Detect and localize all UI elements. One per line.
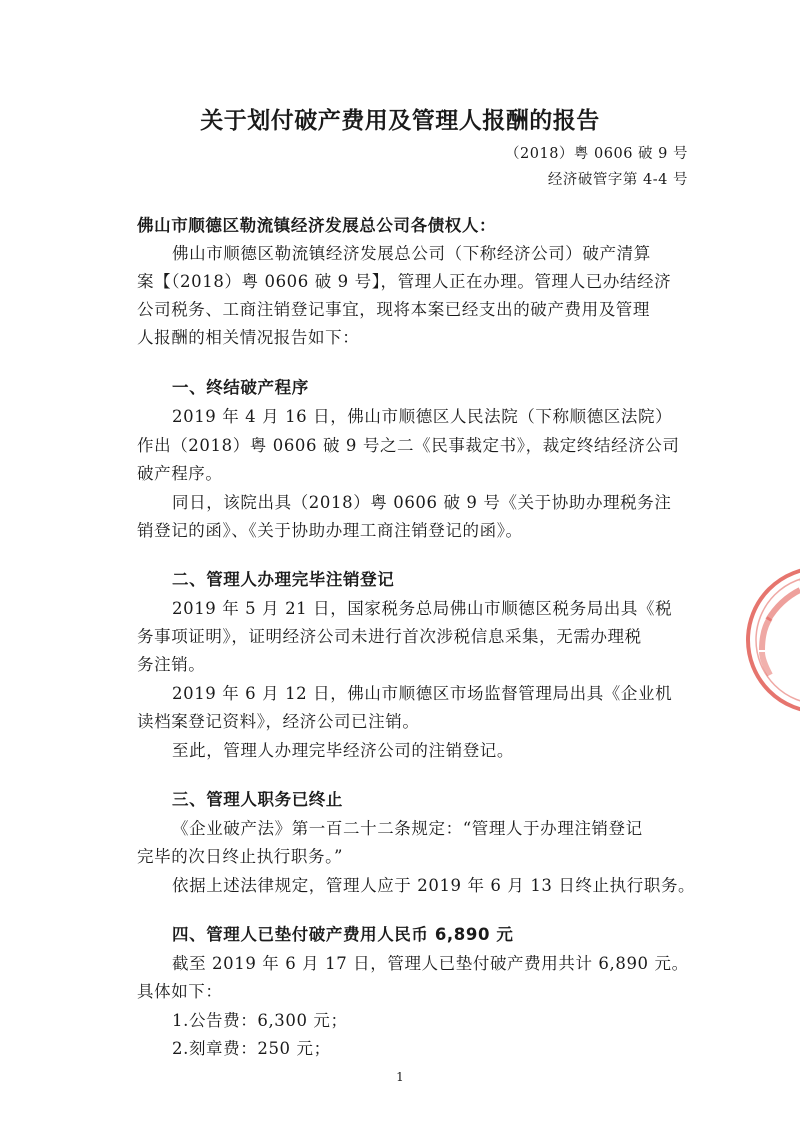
- document-number: 经济破管字第 4-4 号: [547, 172, 688, 188]
- paragraph-line: 2019 年 5 月 21 日，国家税务总局佛山市顺德区税务局出具《税: [172, 599, 673, 618]
- salutation: 佛山市顺德区勒流镇经济发展总公司各债权人：: [137, 216, 497, 235]
- paragraph-line: 同日，该院出具（2018）粤 0606 破 9 号《关于协助办理税务注: [172, 493, 672, 512]
- paragraph-line: 截至 2019 年 6 月 17 日，管理人已垫付破产费用共计 6,890 元。: [172, 954, 689, 973]
- list-item: 2.刻章费：250 元；: [172, 1039, 331, 1058]
- paragraph-line: 依据上述法律规定，管理人应于 2019 年 6 月 13 日终止执行职务。: [172, 876, 696, 895]
- paragraph-line: 破产程序。: [137, 464, 223, 483]
- paragraph-line: 具体如下：: [137, 982, 223, 1001]
- section-heading: 三、管理人职务已终止: [172, 790, 343, 809]
- intro-line: 佛山市顺德区勒流镇经济发展总公司（下称经济公司）破产清算: [172, 244, 651, 263]
- paragraph-line: 至此，管理人办理完毕经济公司的注销登记。: [172, 741, 514, 760]
- intro-line: 人报酬的相关情况报告如下：: [137, 328, 360, 347]
- paragraph-line: 销登记的函》、《关于协助办理工商注销登记的函》。: [137, 521, 523, 540]
- section-heading: 二、管理人办理完毕注销登记: [172, 570, 395, 589]
- list-item: 1.公告费：6,300 元；: [172, 1011, 348, 1030]
- report-title: 关于划付破产费用及管理人报酬的报告: [200, 108, 600, 134]
- case-number: （2018）粤 0606 破 9 号: [505, 146, 688, 162]
- paragraph-line: 《企业破产法》第一百二十二条规定：“管理人于办理注销登记: [172, 819, 643, 838]
- paragraph-line: 务事项证明》，证明经济公司未进行首次涉税信息采集，无需办理税: [137, 627, 642, 646]
- paragraph-line: 读档案登记资料》，经济公司已注销。: [137, 712, 420, 731]
- intro-line: 公司税务、工商注销登记事宜，现将本案已经支出的破产费用及管理: [137, 300, 650, 319]
- section-heading: 一、终结破产程序: [172, 378, 309, 397]
- section-heading: 四、管理人已垫付破产费用人民币 6,890 元: [172, 925, 514, 944]
- official-seal-icon: [740, 560, 800, 720]
- paragraph-line: 完毕的次日终止执行职务。”: [137, 847, 343, 866]
- intro-line: 案【（2018）粤 0606 破 9 号】，管理人正在办理。管理人已办结经济: [137, 272, 672, 291]
- paragraph-line: 2019 年 6 月 12 日，佛山市顺德区市场监督管理局出具《企业机: [172, 684, 673, 703]
- paragraph-line: 作出（2018）粤 0606 破 9 号之二《民事裁定书》，裁定终结经济公司: [137, 436, 680, 455]
- paragraph-line: 务注销。: [137, 655, 206, 674]
- paragraph-line: 2019 年 4 月 16 日，佛山市顺德区人民法院（下称顺德区法院）: [172, 407, 673, 426]
- page-number: 1: [396, 1070, 404, 1084]
